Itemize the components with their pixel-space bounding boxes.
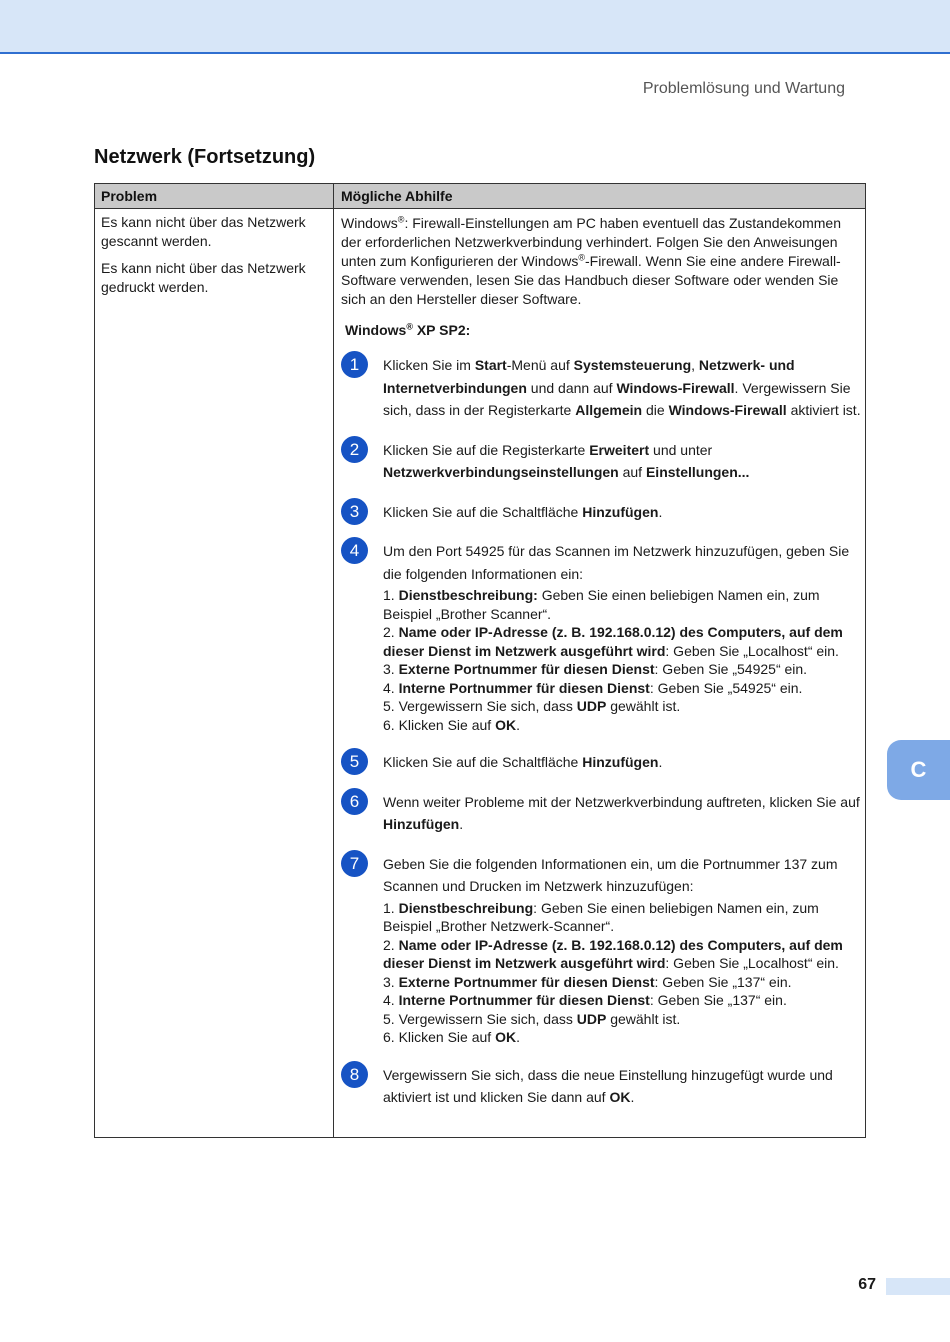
detail-line: 3. Externe Portnummer für diesen Dienst: Geben Sie „54925“ ein. xyxy=(383,661,808,677)
header-band xyxy=(0,0,950,54)
step-number-badge: 8 xyxy=(341,1061,368,1088)
detail-line: 4. Interne Portnummer für diesen Dienst: Geben Sie „54925“ ein. xyxy=(383,679,803,696)
step-text: Wenn weiter Probleme mit der Netzwerkverbindung auftreten, klicken Sie auf Hinzufügen. xyxy=(383,793,860,832)
detail-line: 6. Klicken Sie auf OK. xyxy=(383,1029,520,1045)
step-details xyxy=(383,586,861,734)
troubleshooting-table xyxy=(94,183,866,1138)
step-list xyxy=(341,354,861,1109)
step-text: Klicken Sie auf die Schaltfläche Hinzufügen. xyxy=(383,754,663,770)
step-number-badge: 7 xyxy=(341,850,368,877)
step-number-badge: 1 xyxy=(341,351,368,378)
step-number-badge: 2 xyxy=(341,436,368,463)
step-text: Klicken Sie auf die Registerkarte Erweitert und unter Netzwerkverbindungseinstellungen auf Einstellungen... xyxy=(383,441,750,480)
step-number-badge: 4 xyxy=(341,537,368,564)
column-divider xyxy=(333,184,334,1137)
step-text: Klicken Sie auf die Schaltfläche Hinzufügen. xyxy=(383,503,663,520)
step-2 xyxy=(341,439,861,484)
step-text: Um den Port 54925 für das Scannen im Netzwerk hinzuzufügen, geben Sie die folgenden Informationen ein: xyxy=(383,543,850,582)
detail-line: 2. Name oder IP-Adresse (z. B. 192.168.0.12) des Computers, auf dem dieser Dienst im Netzwerk ausgeführt wird: Geben Sie „Localhost“ ein. xyxy=(383,624,843,659)
step-5 xyxy=(341,751,861,774)
step-1 xyxy=(341,354,861,422)
table-header-row xyxy=(95,184,865,209)
col-header-remedy: Mögliche Abhilfe xyxy=(341,188,453,204)
remedy-cell xyxy=(341,214,861,1126)
section-title: Netzwerk (Fortsetzung) xyxy=(94,146,316,168)
problem-scan: Es kann nicht über das Netzwerk gescannt werden. xyxy=(101,214,306,249)
running-header: Problemlösung und Wartung xyxy=(642,80,845,97)
detail-line: 2. Name oder IP-Adresse (z. B. 192.168.0.12) des Computers, auf dem dieser Dienst im Netzwerk ausgeführt wird: Geben Sie „Localhost“ ein. xyxy=(383,936,843,971)
problem-print: Es kann nicht über das Netzwerk gedruckt werden. xyxy=(101,260,306,295)
detail-line: 4. Interne Portnummer für diesen Dienst: Geben Sie „137“ ein. xyxy=(383,992,787,1008)
step-4 xyxy=(341,540,861,734)
step-text: Klicken Sie im Start-Menü auf Systemsteuerung, Netzwerk- und Internetverbindungen und dann auf Windows-Firewall. Vergewissern Sie sich, dass in der Registerkarte Allgemein die Windows-Firewall aktiviert ist. xyxy=(383,357,861,418)
step-number-badge: 3 xyxy=(341,498,368,525)
step-text: Geben Sie die folgenden Informationen ein, um die Portnummer 137 zum Scannen und Drucken im Netzwerk hinzuzufügen: xyxy=(383,855,838,894)
step-text: Vergewissern Sie sich, dass die neue Einstellung hinzugefügt wurde und aktiviert ist und klicken Sie dann auf OK. xyxy=(383,1066,833,1105)
step-6 xyxy=(341,791,861,836)
step-7 xyxy=(341,853,861,1047)
step-number-badge: 5 xyxy=(341,748,368,775)
detail-line: 6. Klicken Sie auf OK. xyxy=(383,716,520,733)
detail-line: 1. Dienstbeschreibung: Geben Sie einen beliebigen Namen ein, zum Beispiel „Brother Netzwerk-Scanner“. xyxy=(383,899,819,934)
col-header-problem: Problem xyxy=(101,188,158,204)
step-3 xyxy=(341,501,861,524)
step-details xyxy=(383,899,861,1047)
detail-line: 1. Dienstbeschreibung: Geben Sie einen beliebigen Namen ein, zum Beispiel „Brother Scanner“. xyxy=(383,587,820,622)
detail-line: 5. Vergewissern Sie sich, dass UDP gewählt ist. xyxy=(383,1010,681,1027)
problem-cell xyxy=(101,213,327,305)
page-number: 67 xyxy=(858,1276,876,1293)
detail-line: 5. Vergewissern Sie sich, dass UDP gewählt ist. xyxy=(383,698,681,714)
remedy-intro: Windows®: Firewall-Einstellungen am PC haben eventuell das Zustandekommen der erforderlichen Netzwerkverbindung verhindert. Folgen Sie den Anweisungen unten zum Konfigurieren der Windows®-Firewall. Wenn Sie eine andere Firewall-Software verwenden, lesen Sie das Handbuch dieser Software oder wenden Sie sich an den Hersteller dieser Software. xyxy=(341,214,842,307)
footer-bar xyxy=(886,1278,950,1295)
os-subheading: Windows® XP SP2: xyxy=(345,321,471,338)
detail-line: 3. Externe Portnummer für diesen Dienst: Geben Sie „137“ ein. xyxy=(383,973,792,990)
step-8 xyxy=(341,1064,861,1109)
chapter-tab: C xyxy=(887,740,950,800)
step-number-badge: 6 xyxy=(341,788,368,815)
